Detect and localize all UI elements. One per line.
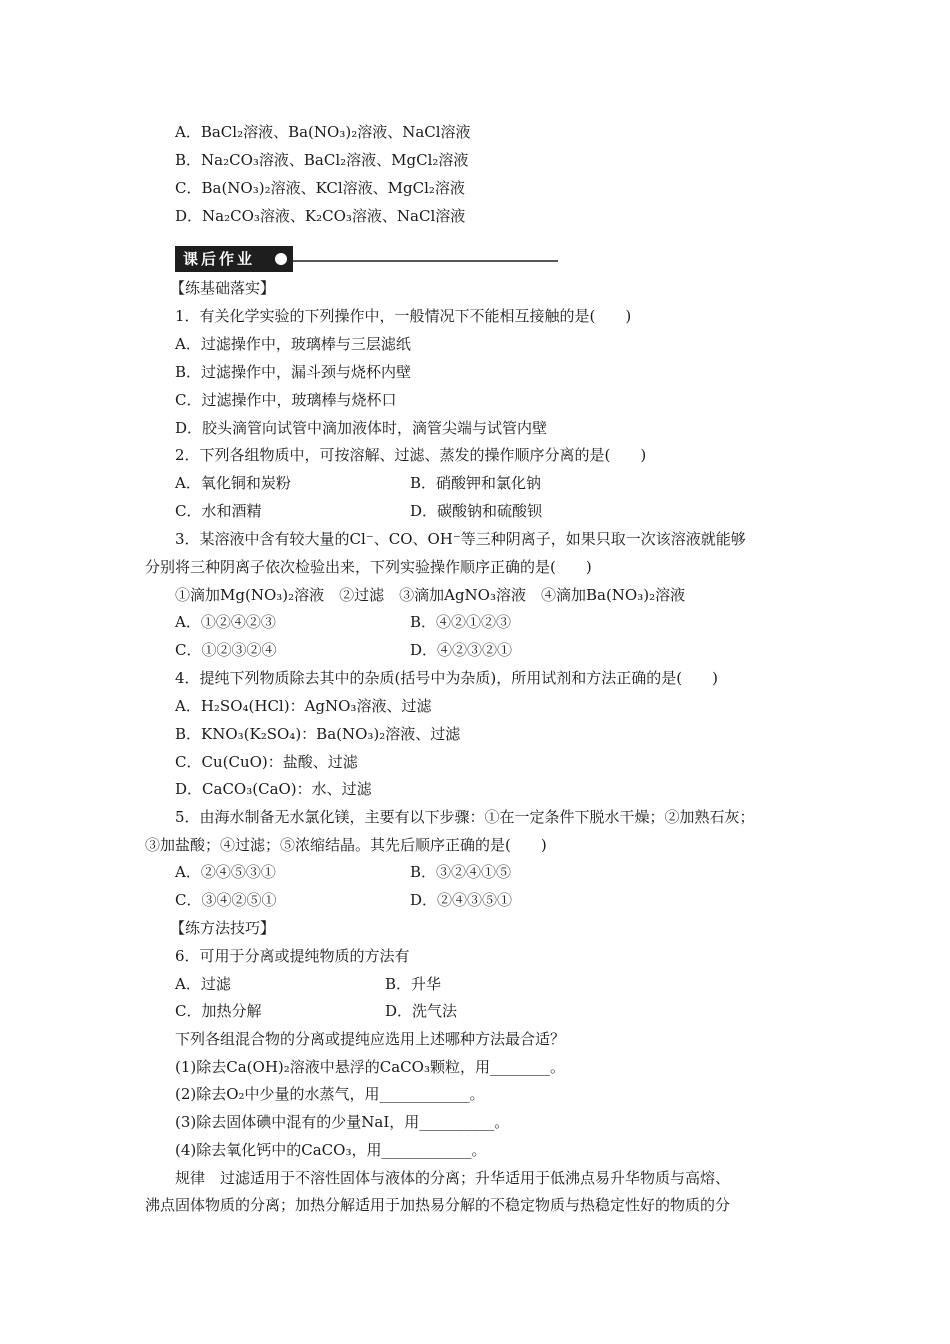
q3-option-d: D．④②③②① xyxy=(410,641,513,659)
q6-sub-3: (3)除去固体碘中混有的少量NaI，用__________。 xyxy=(175,1113,510,1131)
q2-option-d: D．碳酸钠和硫酸钡 xyxy=(410,502,543,520)
bullet-dot-icon xyxy=(275,253,287,265)
q3-option-c: C．①②③②④ xyxy=(175,641,277,659)
q6-sub-1: (1)除去Ca(OH)₂溶液中悬浮的CaCO₃颗粒，用________。 xyxy=(175,1058,565,1076)
q1-option-d: D．胶头滴管向试管中滴加液体时，滴管尖端与试管内壁 xyxy=(175,419,548,437)
q6-option-c: C．加热分解 xyxy=(175,1002,262,1020)
rule-line1: 规律 过滤适用于不溶性固体与液体的分离；升华适用于低沸点易升华物质与高熔、 xyxy=(175,1169,731,1187)
q4-stem: 4．提纯下列物质除去其中的杂质(括号中为杂质)，所用试剂和方法正确的是( ) xyxy=(175,669,718,687)
option-d: D．Na₂CO₃溶液、K₂CO₃溶液、NaCl溶液 xyxy=(175,207,466,225)
q3-option-b: B．④②①②③ xyxy=(410,613,512,631)
q4-option-b: B．KNO₃(K₂SO₄)：Ba(NO₃)₂溶液、过滤 xyxy=(175,725,461,743)
q3-operations: ①滴加Mg(NO₃)₂溶液 ②过滤 ③滴加AgNO₃溶液 ④滴加Ba(NO₃)₂溶液 xyxy=(175,586,686,604)
q2-stem: 2．下列各组物质中，可按溶解、过滤、蒸发的操作顺序分离的是( ) xyxy=(175,446,647,464)
q5-option-d: D．②④③⑤① xyxy=(410,891,513,909)
rule-line2: 沸点固体物质的分离；加热分解适用于加热易分解的不稳定物质与热稳定性好的物质的分 xyxy=(145,1196,731,1214)
q1-option-a: A．过滤操作中，玻璃棒与三层滤纸 xyxy=(175,335,411,353)
q5-option-a: A．②④⑤③① xyxy=(175,863,276,881)
option-c: C．Ba(NO₃)₂溶液、KCl溶液、MgCl₂溶液 xyxy=(175,179,465,197)
banner-label: 课后作业 xyxy=(175,246,293,272)
q1-option-c: C．过滤操作中，玻璃棒与烧杯口 xyxy=(175,391,397,409)
section-banner xyxy=(175,246,558,272)
q6-option-a: A．过滤 xyxy=(175,975,231,993)
q1-option-b: B．过滤操作中，漏斗颈与烧杯内壁 xyxy=(175,363,412,381)
q3-option-a: A．①②④②③ xyxy=(175,613,276,631)
q6-stem: 6．可用于分离或提纯物质的方法有 xyxy=(175,947,410,965)
q2-option-a: A．氧化铜和炭粉 xyxy=(175,474,291,492)
q6-prompt: 下列各组混合物的分离或提纯应选用上述哪种方法最合适？ xyxy=(175,1030,566,1048)
q2-option-b: B．硝酸钾和氯化钠 xyxy=(410,474,542,492)
q5-stem-line1: 5．由海水制备无水氯化镁，主要有以下步骤：①在一定条件下脱水干燥；②加熟石灰； xyxy=(175,808,755,826)
q4-option-a: A．H₂SO₄(HCl)：AgNO₃溶液、过滤 xyxy=(175,697,432,715)
q3-stem-line2: 分别将三种阴离子依次检验出来，下列实验操作顺序正确的是( ) xyxy=(145,558,592,576)
q2-option-c: C．水和酒精 xyxy=(175,502,262,520)
q5-stem-line2: ③加盐酸；④过滤；⑤浓缩结晶。其先后顺序正确的是( ) xyxy=(145,836,547,854)
q4-option-d: D．CaCO₃(CaO)：水、过滤 xyxy=(175,780,372,798)
banner-rule xyxy=(293,260,558,262)
option-a: A．BaCl₂溶液、Ba(NO₃)₂溶液、NaCl溶液 xyxy=(175,123,471,141)
q6-option-b: B．升华 xyxy=(385,975,442,993)
section-heading-basic: 【练基础落实】 xyxy=(170,279,276,297)
q3-stem-line1: 3．某溶液中含有较大量的Cl⁻、CO、OH⁻等三种阴离子，如果只取一次该溶液就能够 xyxy=(175,530,746,548)
q5-option-c: C．③④②⑤① xyxy=(175,891,277,909)
q1-stem: 1．有关化学实验的下列操作中，一般情况下不能相互接触的是( ) xyxy=(175,307,632,325)
q4-option-c: C．Cu(CuO)：盐酸、过滤 xyxy=(175,753,358,771)
option-b: B．Na₂CO₃溶液、BaCl₂溶液、MgCl₂溶液 xyxy=(175,151,469,169)
q6-option-d: D．洗气法 xyxy=(385,1002,458,1020)
q6-sub-4: (4)除去氧化钙中的CaCO₃，用____________。 xyxy=(175,1141,487,1159)
q6-sub-2: (2)除去O₂中少量的水蒸气，用____________。 xyxy=(175,1085,485,1103)
section-heading-method: 【练方法技巧】 xyxy=(170,919,276,937)
q5-option-b: B．③②④①⑤ xyxy=(410,863,512,881)
